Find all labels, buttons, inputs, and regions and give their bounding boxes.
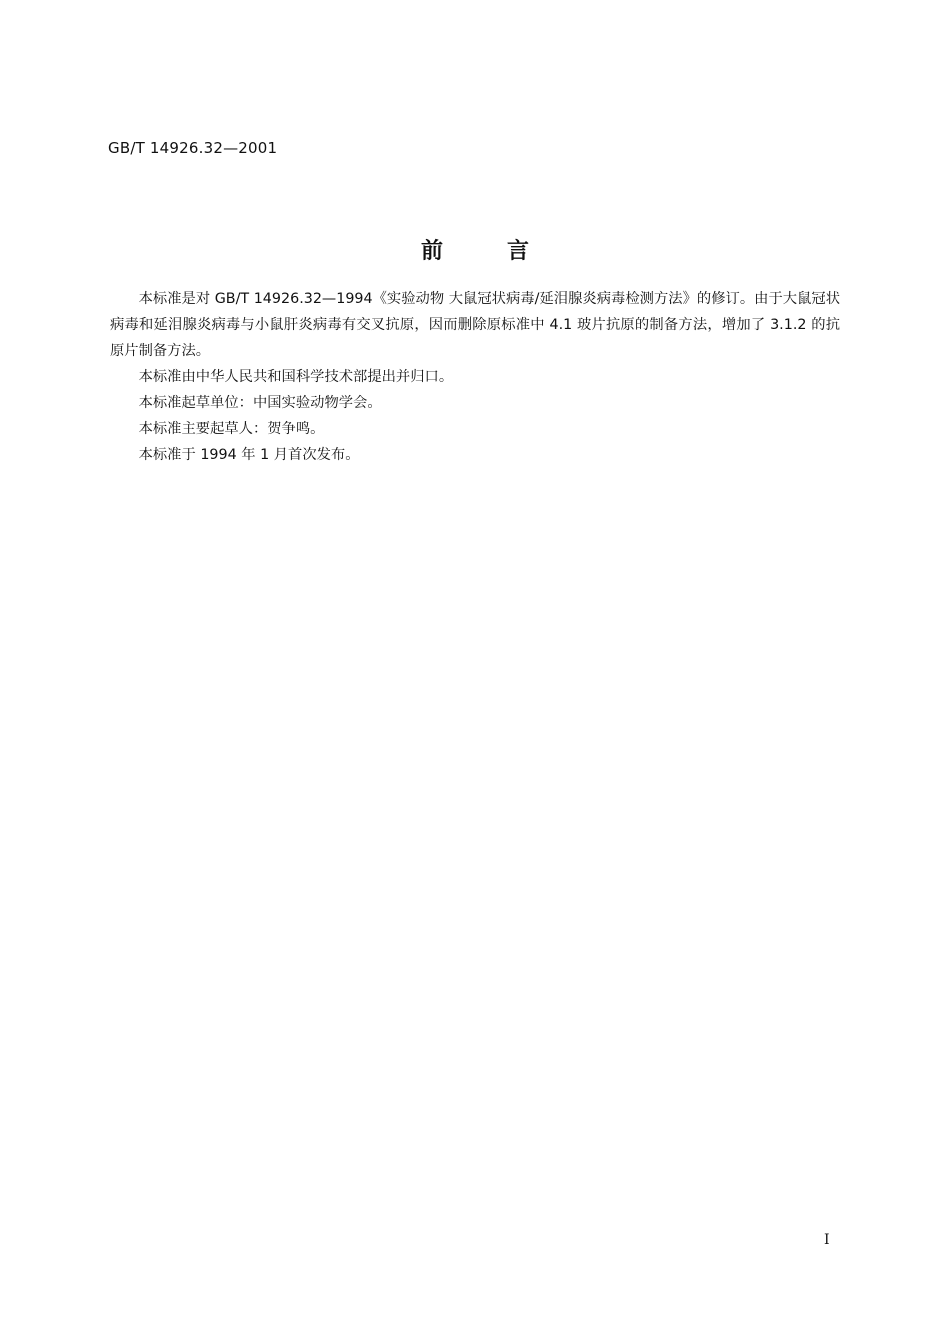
- standard-code: GB/T 14926.32—2001: [108, 139, 278, 157]
- foreword-body: [110, 286, 840, 468]
- page-title: [0, 234, 950, 265]
- paragraph-drafter: 本标准主要起草人：贺争鸣。: [138, 421, 325, 437]
- paragraph-proposer: 本标准由中华人民共和国科学技术部提出并归口。: [138, 369, 454, 385]
- title-char-2: 言: [507, 239, 530, 264]
- page-number: I: [824, 1232, 830, 1248]
- title-char-1: 前: [420, 239, 443, 264]
- paragraph-revision: 本标准是对 GB/T 14926.32—1994《实验动物 大鼠冠状病毒/延泪腺炎病毒检测方法》的修订。由于大鼠冠状病毒和延泪腺炎病毒与小鼠肝炎病毒有交叉抗原，因而删除原标准中 4.1 玻片抗原的制备方法，增加了 3.1.2 的抗原片制备方法。: [110, 291, 840, 359]
- paragraph-first-release: 本标准于 1994 年 1 月首次发布。: [138, 447, 360, 463]
- paragraph-drafting-unit: 本标准起草单位：中国实验动物学会。: [138, 395, 382, 411]
